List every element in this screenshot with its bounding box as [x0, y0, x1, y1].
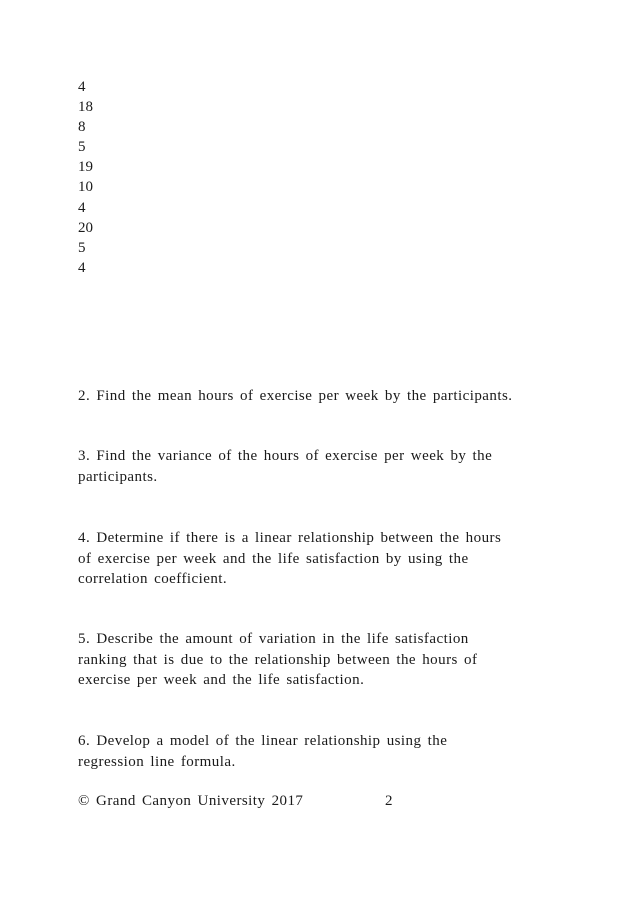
data-value: 10 [78, 179, 93, 196]
data-value: 4 [78, 259, 86, 276]
data-value: 20 [78, 219, 93, 236]
data-value: 4 [78, 199, 86, 216]
data-value: 4 [78, 79, 86, 95]
copyright-notice: © Grand Canyon University 2017 [78, 793, 304, 809]
data-value: 5 [78, 139, 86, 156]
question-6: 6. Develop a model of the linear relationship using the regression line formula. [78, 733, 448, 770]
data-value: 5 [78, 239, 86, 256]
page-footer [78, 791, 393, 811]
data-values-list [78, 77, 93, 278]
question-3: 3. Find the variance of the hours of exercise per week by the participants. [78, 448, 493, 485]
data-value: 19 [78, 159, 93, 176]
question-5: 5. Describe the amount of variation in the life satisfaction ranking that is due to the relationship between the hours of exercise per week and the life satisfaction. [78, 631, 478, 688]
question-4: 4. Determine if there is a linear relationship between the hours of exercise per week and the life satisfaction by using the correlation coefficient. [78, 530, 502, 587]
data-value: 8 [78, 119, 86, 136]
data-value: 18 [78, 99, 93, 116]
question-2: 2. Find the mean hours of exercise per week by the participants. [78, 388, 513, 404]
page-number: 2 [385, 793, 393, 809]
